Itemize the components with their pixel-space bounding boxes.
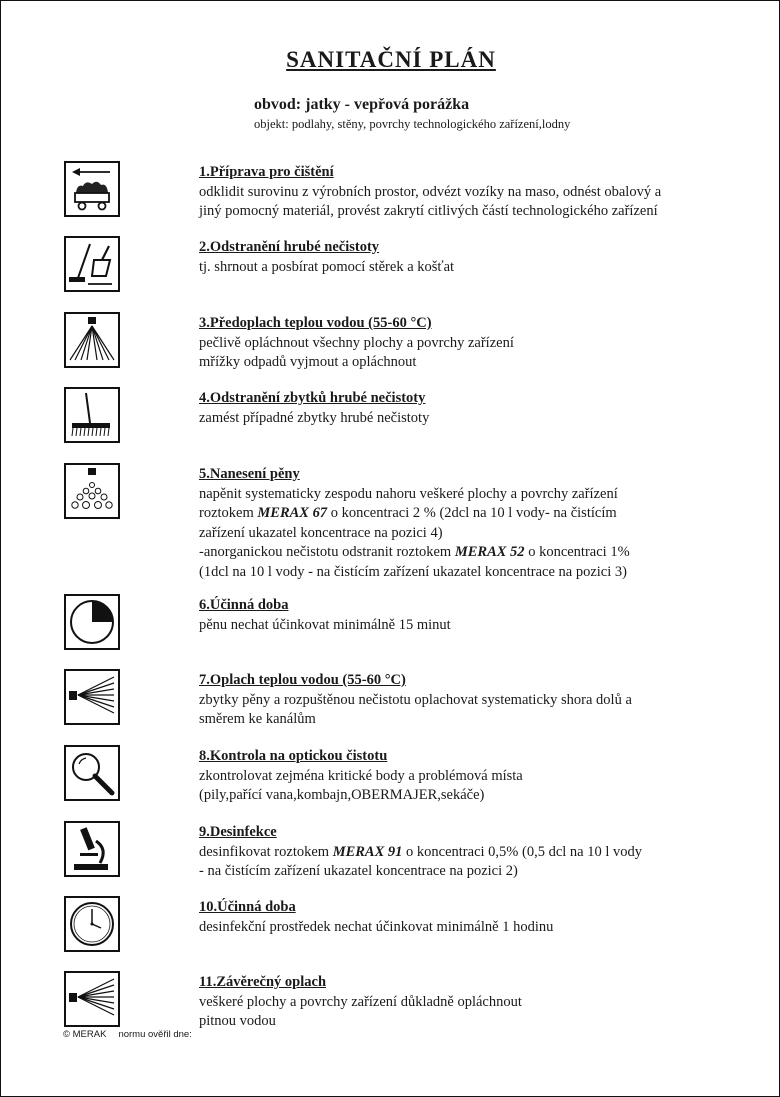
step-title: 6.Účinná doba	[199, 597, 289, 613]
step-1	[199, 163, 759, 222]
step-text: desinfekční prostředek nechat účinkovat minimálně 1 hodinu	[199, 918, 554, 935]
object-line: objekt: podlahy, stěny, povrchy technologického zařízení,lodny	[254, 117, 571, 131]
document-title: SANITAČNÍ PLÁN	[286, 47, 496, 72]
water-spray-icon	[64, 312, 120, 368]
step-text-part: o koncentraci 1% (1dcl na 10 l vody - na čistícím zařízení ukazatel koncentrace na pozici 3)	[199, 544, 630, 580]
step-11	[199, 973, 759, 1032]
broom-icon	[64, 387, 120, 443]
squeegee-dustpan-icon	[64, 236, 120, 292]
step-text: tj. shrnout a posbírat pomocí stěrek a košťat	[199, 258, 455, 275]
spray-nozzle-icon	[64, 971, 120, 1027]
step-text: pěnu nechat účinkovat minimálně 15 minut	[199, 616, 451, 633]
product-merax-67: MERAX 67	[257, 505, 328, 521]
step-text	[199, 485, 759, 583]
step-text: pečlivě opláchnout všechny plochy a povrchy zařízení mřížky odpadů vyjmout a opláchnout	[199, 334, 514, 370]
microscope-icon	[64, 821, 120, 877]
step-text: zbytky pěny a rozpuštěnou nečistotu oplachovat systematicky shora dolů a směrem ke kanálům	[199, 691, 632, 727]
step-7	[199, 671, 759, 730]
step-title: 10.Účinná doba	[199, 899, 296, 915]
product-merax-91: MERAX 91	[332, 843, 403, 860]
step-text-part: napěnit systematicky zespodu nahoru veškeré plochy a povrchy zařízení roztokem	[199, 485, 618, 521]
foam-icon	[64, 463, 120, 519]
step-title: 5.Nanesení pěny	[199, 466, 300, 482]
spray-nozzle-icon	[64, 669, 120, 725]
step-text: zamést případné zbytky hrubé nečistoty	[199, 409, 430, 426]
footer	[63, 1029, 204, 1040]
step-10	[199, 898, 759, 937]
step-title: 2.Odstranění hrubé nečistoty	[199, 239, 380, 255]
step-5	[199, 465, 759, 582]
copyright-label: © MERAK	[63, 1029, 107, 1040]
step-2	[199, 238, 759, 277]
step-title: 8.Kontrola na optickou čistotu	[199, 748, 388, 764]
step-text: veškeré plochy a povrchy zařízení důkladně opláchnout pitnou vodou	[199, 993, 522, 1029]
step-text-part: o koncentraci 2 % (2dcl na 10 l vody- na čistícím zařízení ukazatel koncentrace na pozici 4) -anorganickou nečistotu odstranit roztokem	[199, 505, 617, 560]
step-6	[199, 596, 759, 635]
step-title: 11.Závěrečný oplach	[199, 974, 327, 990]
district-line: obvod: jatky - vepřová porážka	[254, 96, 470, 113]
step-text	[199, 843, 759, 882]
step-8	[199, 747, 759, 806]
step-title: 4.Odstranění zbytků hrubé nečistoty	[199, 390, 426, 406]
step-text: odklidit surovinu z výrobních prostor, odvézt vozíky na maso, odnést obalový a jiný pomocný materiál, provést zakrytí citlivých částí technologického zařízení	[199, 183, 662, 219]
step-text-part: o koncentraci 0,5% (0,5 dcl na 10 l vody - na čistícím zařízení ukazatel koncentrace na pozici 2)	[199, 843, 642, 879]
step-4	[199, 389, 759, 428]
step-9	[199, 823, 759, 882]
cart-icon	[64, 161, 120, 217]
step-title: 9.Desinfekce	[199, 824, 277, 840]
magnifier-icon	[64, 745, 120, 801]
step-text-part: desinfikovat roztokem	[199, 843, 333, 860]
clock-icon	[64, 896, 120, 952]
step-title: 3.Předoplach teplou vodou (55-60 °C)	[199, 315, 432, 331]
step-title: 7.Oplach teplou vodou (55-60 °C)	[199, 672, 406, 688]
step-title: 1.Příprava pro čištění	[199, 164, 334, 180]
verified-label: normu ověřil dne:	[118, 1029, 192, 1040]
step-text: zkontrolovat zejména kritické body a problémová místa (pily,pařící vana,kombajn,OBERMAJER,sekáče)	[199, 767, 523, 803]
step-3	[199, 314, 759, 373]
product-merax-52: MERAX 52	[454, 544, 525, 560]
timer-15-icon	[64, 594, 120, 650]
